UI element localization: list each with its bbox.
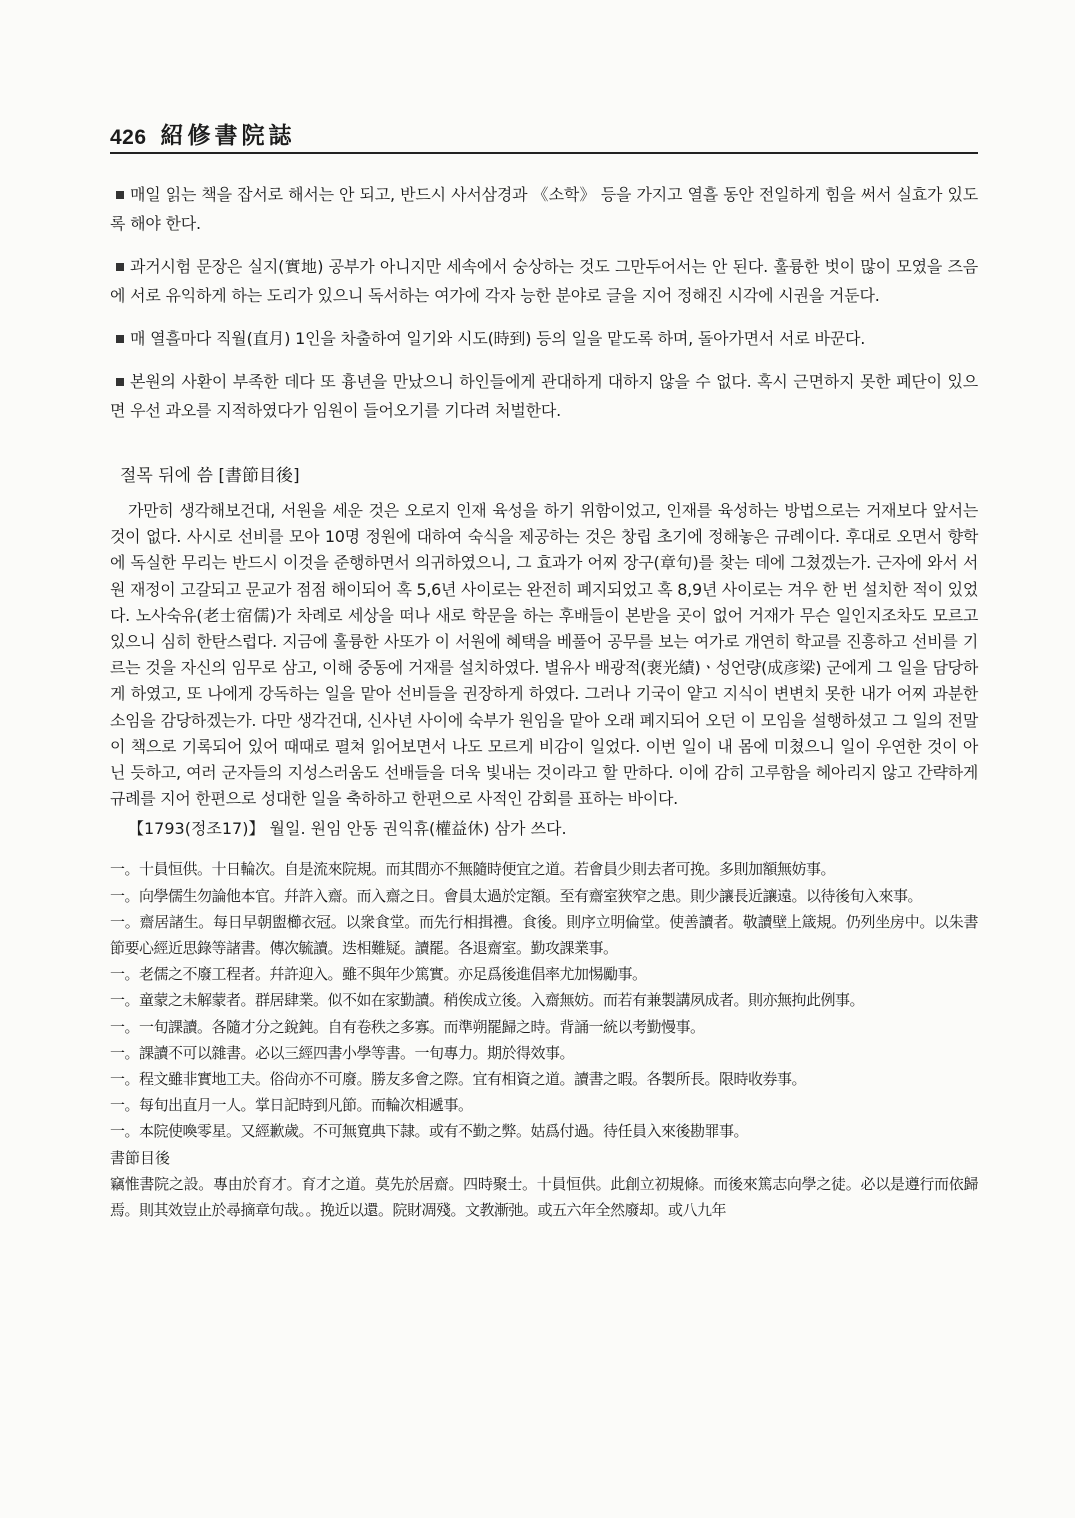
essay-paragraph: 가만히 생각해보건대, 서원을 세운 것은 오로지 인재 육성을 하기 위함이었고, 인재를 육성하는 방법으로는 거재보다 앞서는 것이 없다. 사시로 선비를 모아 10명 정원에 대하여 숙식을 제공하는 것은 창립 초기에 정해놓은 규례이다. 후대로 오면서 향학에 독실한 무리는 반드시 이것을 준행하면서 의귀하였으니, 그 효과가 어찌 장구(章句)를 찾는 데에 그쳤겠는가. 근자에 와서 서원 재정이 고갈되고 문교가 점점 해이되어 혹 5,6년 사이로는 완전히 폐지되었고 혹 8,9년 사이로는 겨우 한 번 설치한 적이 있었다. 노사숙유(老士宿儒)가 차례로 세상을 떠나 새로 학문을 하는 후배들이 본받을 곳이 없어 거재가 무슨 일인지조차도 모르고 있으니 심히 한탄스럽다. 지금에 훌륭한 사또가 이 서원에 혜택을 베풀어 공무를 보는 여가로 개연히 학교를 진흥하고 선비를 기르는 것을 자신의 임무로 삼고, 이해 중동에 거재를 설치하였다. 별유사 배광적(裵光績)ㆍ성언량(成彦梁) 군에게 그 일을 담당하게 하였고, 또 나에게 강독하는 일을 맡아 선비들을 권장하게 하였다. 그러나 기국이 얕고 지식이 변변치 못한 내가 어찌 과분한 소임을 감당하겠는가. 다만 생각건대, 신사년 사이에 숙부가 원임을 맡아 오래 폐지되어 오던 이 모임을 설행하셨고 그 일의 전말이 책으로 기록되어 있어 때때로 펼쳐 읽어보면서 나도 모르게 비감이 일었다. 이번 일이 내 몸에 미쳤으니 일이 우연한 것이 아닌 듯하고, 여러 군자들의 지성스러움도 선배들을 더욱 빛내는 것이라고 할 만하다. 이에 감히 고루함을 헤아리지 않고 간략하게 규례를 지어 한편으로 성대한 일을 축하하고 한편으로 사적인 감회를 표하는 바이다. <box>110 501 979 809</box>
square-bullet-icon <box>116 263 124 271</box>
square-bullet-icon <box>116 191 124 199</box>
page <box>110 118 978 1223</box>
hanmun-title: 書節目後 <box>110 1148 171 1167</box>
bullet-item <box>110 324 978 353</box>
square-bullet-icon <box>116 378 124 386</box>
bullet-item <box>110 180 978 238</box>
hanmun-rule: 一。一旬課讀。各隨才分之銳鈍。自有卷秩之多寡。而準朔罷歸之時。背誦一統以考勤慢事。 <box>110 1017 705 1036</box>
bullet-text: 매일 읽는 책을 잡서로 해서는 안 되고, 반드시 사서삼경과 《소학》 등을 가지고 열흘 동안 전일하게 힘을 써서 실효가 있도록 해야 한다. <box>110 185 978 233</box>
hanmun-rule: 一。本院使喚零星。又經歉歲。不可無寬典下隷。或有不勤之弊。姑爲付過。待任員入來後勘罪事。 <box>110 1122 749 1141</box>
bullet-text: 과거시험 문장은 실지(實地) 공부가 아니지만 세속에서 숭상하는 것도 그만두어서는 안 된다. 훌륭한 벗이 많이 모였을 즈음에 서로 유익하게 하는 도리가 있으니 독서하는 여가에 각자 능한 분야로 글을 지어 정해진 시각에 시권을 거둔다. <box>110 257 978 305</box>
bullet-text: 본원의 사환이 부족한 데다 또 흉년을 만났으니 하인들에게 관대하게 대하지 않을 수 없다. 혹시 근면하지 못한 폐단이 있으면 우선 과오를 지적하였다가 임원이 들어오기를 기다려 처벌한다. <box>110 372 978 420</box>
book-title: 紹修書院誌 <box>160 122 296 149</box>
hanmun-essay: 竊惟書院之設。專由於育才。育才之道。莫先於居齋。四時聚士。十員恒供。此創立初規條。而後來篤志向學之徒。必以是遵行而依歸焉。則其效豈止於尋摘章句哉。。挽近以還。院財凋殘。文教漸弛。或五六年全然廢却。或八九年 <box>110 1174 978 1219</box>
bullet-text: 매 열흘마다 직월(直月) 1인을 차출하여 일기와 시도(時到) 등의 일을 맡도록 하며, 돌아가면서 서로 바꾼다. <box>130 329 866 348</box>
hanmun-rule: 一。童蒙之未解蒙者。群居肆業。似不如在家勤讀。稍俟成立後。入齋無妨。而若有兼製講夙成者。則亦無拘此例事。 <box>110 991 865 1010</box>
hanmun-rule: 一。程文雖非實地工夫。俗尙亦不可廢。勝友多會之際。宜有相資之道。讀書之暇。各製所長。限時收券事。 <box>110 1070 807 1089</box>
hanmun-rule: 一。課讀不可以雜書。必以三經四書小學等書。一旬專力。期於得效事。 <box>110 1043 575 1062</box>
page-number: 426 <box>110 126 147 149</box>
hanmun-rules <box>110 856 978 1144</box>
hanmun-rule: 一。齋居諸生。每日早朝盥櫛衣冠。以衆食堂。而先行相揖禮。食後。則序立明倫堂。使善讀者。敬讀壁上箴規。仍列坐房中。以朱書節要心經近思錄等諸書。傳次毓讀。迭相難疑。讀罷。各退齋室。勤攻課業事。 <box>110 912 978 958</box>
square-bullet-icon <box>116 335 124 343</box>
hanmun-rule: 一。每旬出直月一人。掌日記時到凡節。而輪次相遞事。 <box>110 1096 473 1115</box>
signature-line: 【1793(정조17)】 월일. 원임 안동 권익휴(權益休) 삼가 쓰다. <box>128 819 567 839</box>
hanmun-rule: 一。老儒之不廢工程者。幷許迎入。雖不與年少篤實。亦足爲後進倡率尤加惕勵事。 <box>110 965 647 984</box>
running-header <box>110 118 978 154</box>
section-title: 절목 뒤에 씀 [書節目後] <box>120 466 300 486</box>
hanmun-rule: 一。十員恒供。十日輪次。自是流來院規。而其間亦不無隨時便宜之道。若會員少則去者可挽。多則加額無妨事。 <box>110 860 836 879</box>
bullet-item <box>110 252 978 310</box>
bullet-list <box>110 180 978 425</box>
bullet-item <box>110 367 978 425</box>
hanmun-rule: 一。向學儒生勿論他本官。幷許入齋。而入齋之日。會員太過於定額。至有齋室狹窄之患。則少讓長近讓遠。以待後旬入來事。 <box>110 886 923 905</box>
